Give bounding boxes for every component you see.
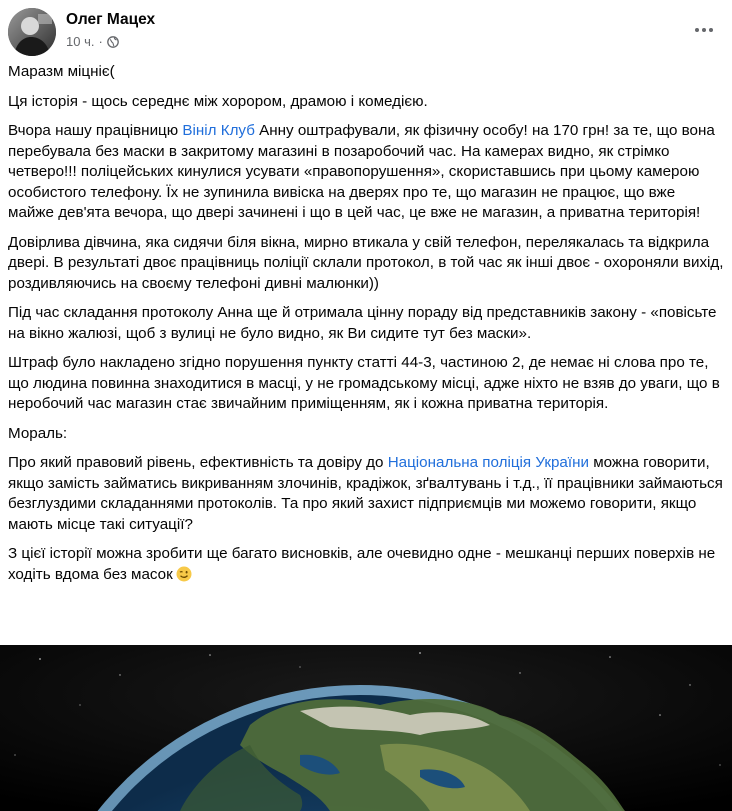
post-meta [66,34,119,50]
paragraph [8,453,724,535]
paragraph [8,121,724,224]
paragraph-text: Маразм міцніє( [8,63,115,80]
paragraph-text: Штраф було накладено згідно порушення пункту статті 44-3, частиною 2, де немає ні слова про те, що людина повинна знаходитися в масці, у не громадському місці, адже ніхто не взяв до уваги, що в неробочий час магазин стає звичайним приміщенням, як і кожна приватна територія. [8,354,720,412]
post-time[interactable]: 10 ч. [66,34,95,49]
paragraph-text: З цієї історії можна зробити ще багато висновків, але очевидно одне - мешканці перших поверхів не ходіть вдома без масок [8,545,716,583]
post-image[interactable] [0,645,732,811]
avatar-photo [8,8,56,56]
paragraph-text: Анну оштрафували, як фізичну особу! на 170 грн! за те, що вона перебувала без маски в закритому магазині в позаробочий час. На камерах видно, як стрімко четверо!!! поліцейських кинулися усувати «правопорушення», скориставшись при цьому камерою особистого телефону. Їх не зупинила вивіска на дверях про те, що магазин не працює, що вже майже дев'ята вечора, що двері зачинені і що в цей час, це вже не магазин, а приватна територія! [8,122,715,221]
paragraph-text: Про який правовий рівень, ефективність та довіру до [8,454,388,471]
paragraph-text: можна говорити, якщо замість займатись викриванням злочинів, крадіжок, зґвалтувань і т.д., її працівники займаються безглуздими складаннями протоколів. Та про який захист підприємців ми можемо говорити, якщо мають місце такі ситуації? [8,454,723,533]
winking-face-icon [176,566,192,582]
globe-icon[interactable] [107,36,119,48]
page-link-vinyl-club[interactable]: Вініл Клуб [182,122,255,139]
paragraph-text: Вчора нашу працівницю [8,122,183,139]
author-name[interactable]: Олег Мацех [66,11,156,28]
earth-from-space-image [0,645,732,811]
paragraph-text: Під час складання протоколу Анна ще й отримала цінну пораду від представників закону - «повісьте на вікно жалюзі, щоб з вулиці не було видно, як Ви сидите тут без маски». [8,304,717,342]
avatar[interactable] [8,8,56,56]
more-horizontal-icon [694,27,714,33]
paragraph-text: Довірлива дівчина, яка сидячи біля вікна, мирно втикала у свій телефон, перелякалась та відкрила двері. В результаті двоє працівниць поліції склали протокол, в той час як інші двоє - охороняли вихід, роздивляючись на своєму телефоні дивні малюнки)) [8,233,724,292]
paragraph-text: Ця історія - щось середнє між хорором, драмою і комедією. [8,92,428,110]
paragraph [8,62,724,83]
paragraph-text: Мораль: [8,424,68,442]
paragraph [8,303,724,344]
meta-separator: · [98,34,103,49]
paragraph [8,92,724,113]
page-link-national-police[interactable]: Національна поліція України [387,454,589,471]
paragraph [8,424,724,445]
post-text [8,62,724,594]
paragraph [8,233,724,295]
post-header [8,8,732,56]
paragraph [8,544,724,585]
more-options-button[interactable] [690,20,718,40]
paragraph [8,353,724,415]
